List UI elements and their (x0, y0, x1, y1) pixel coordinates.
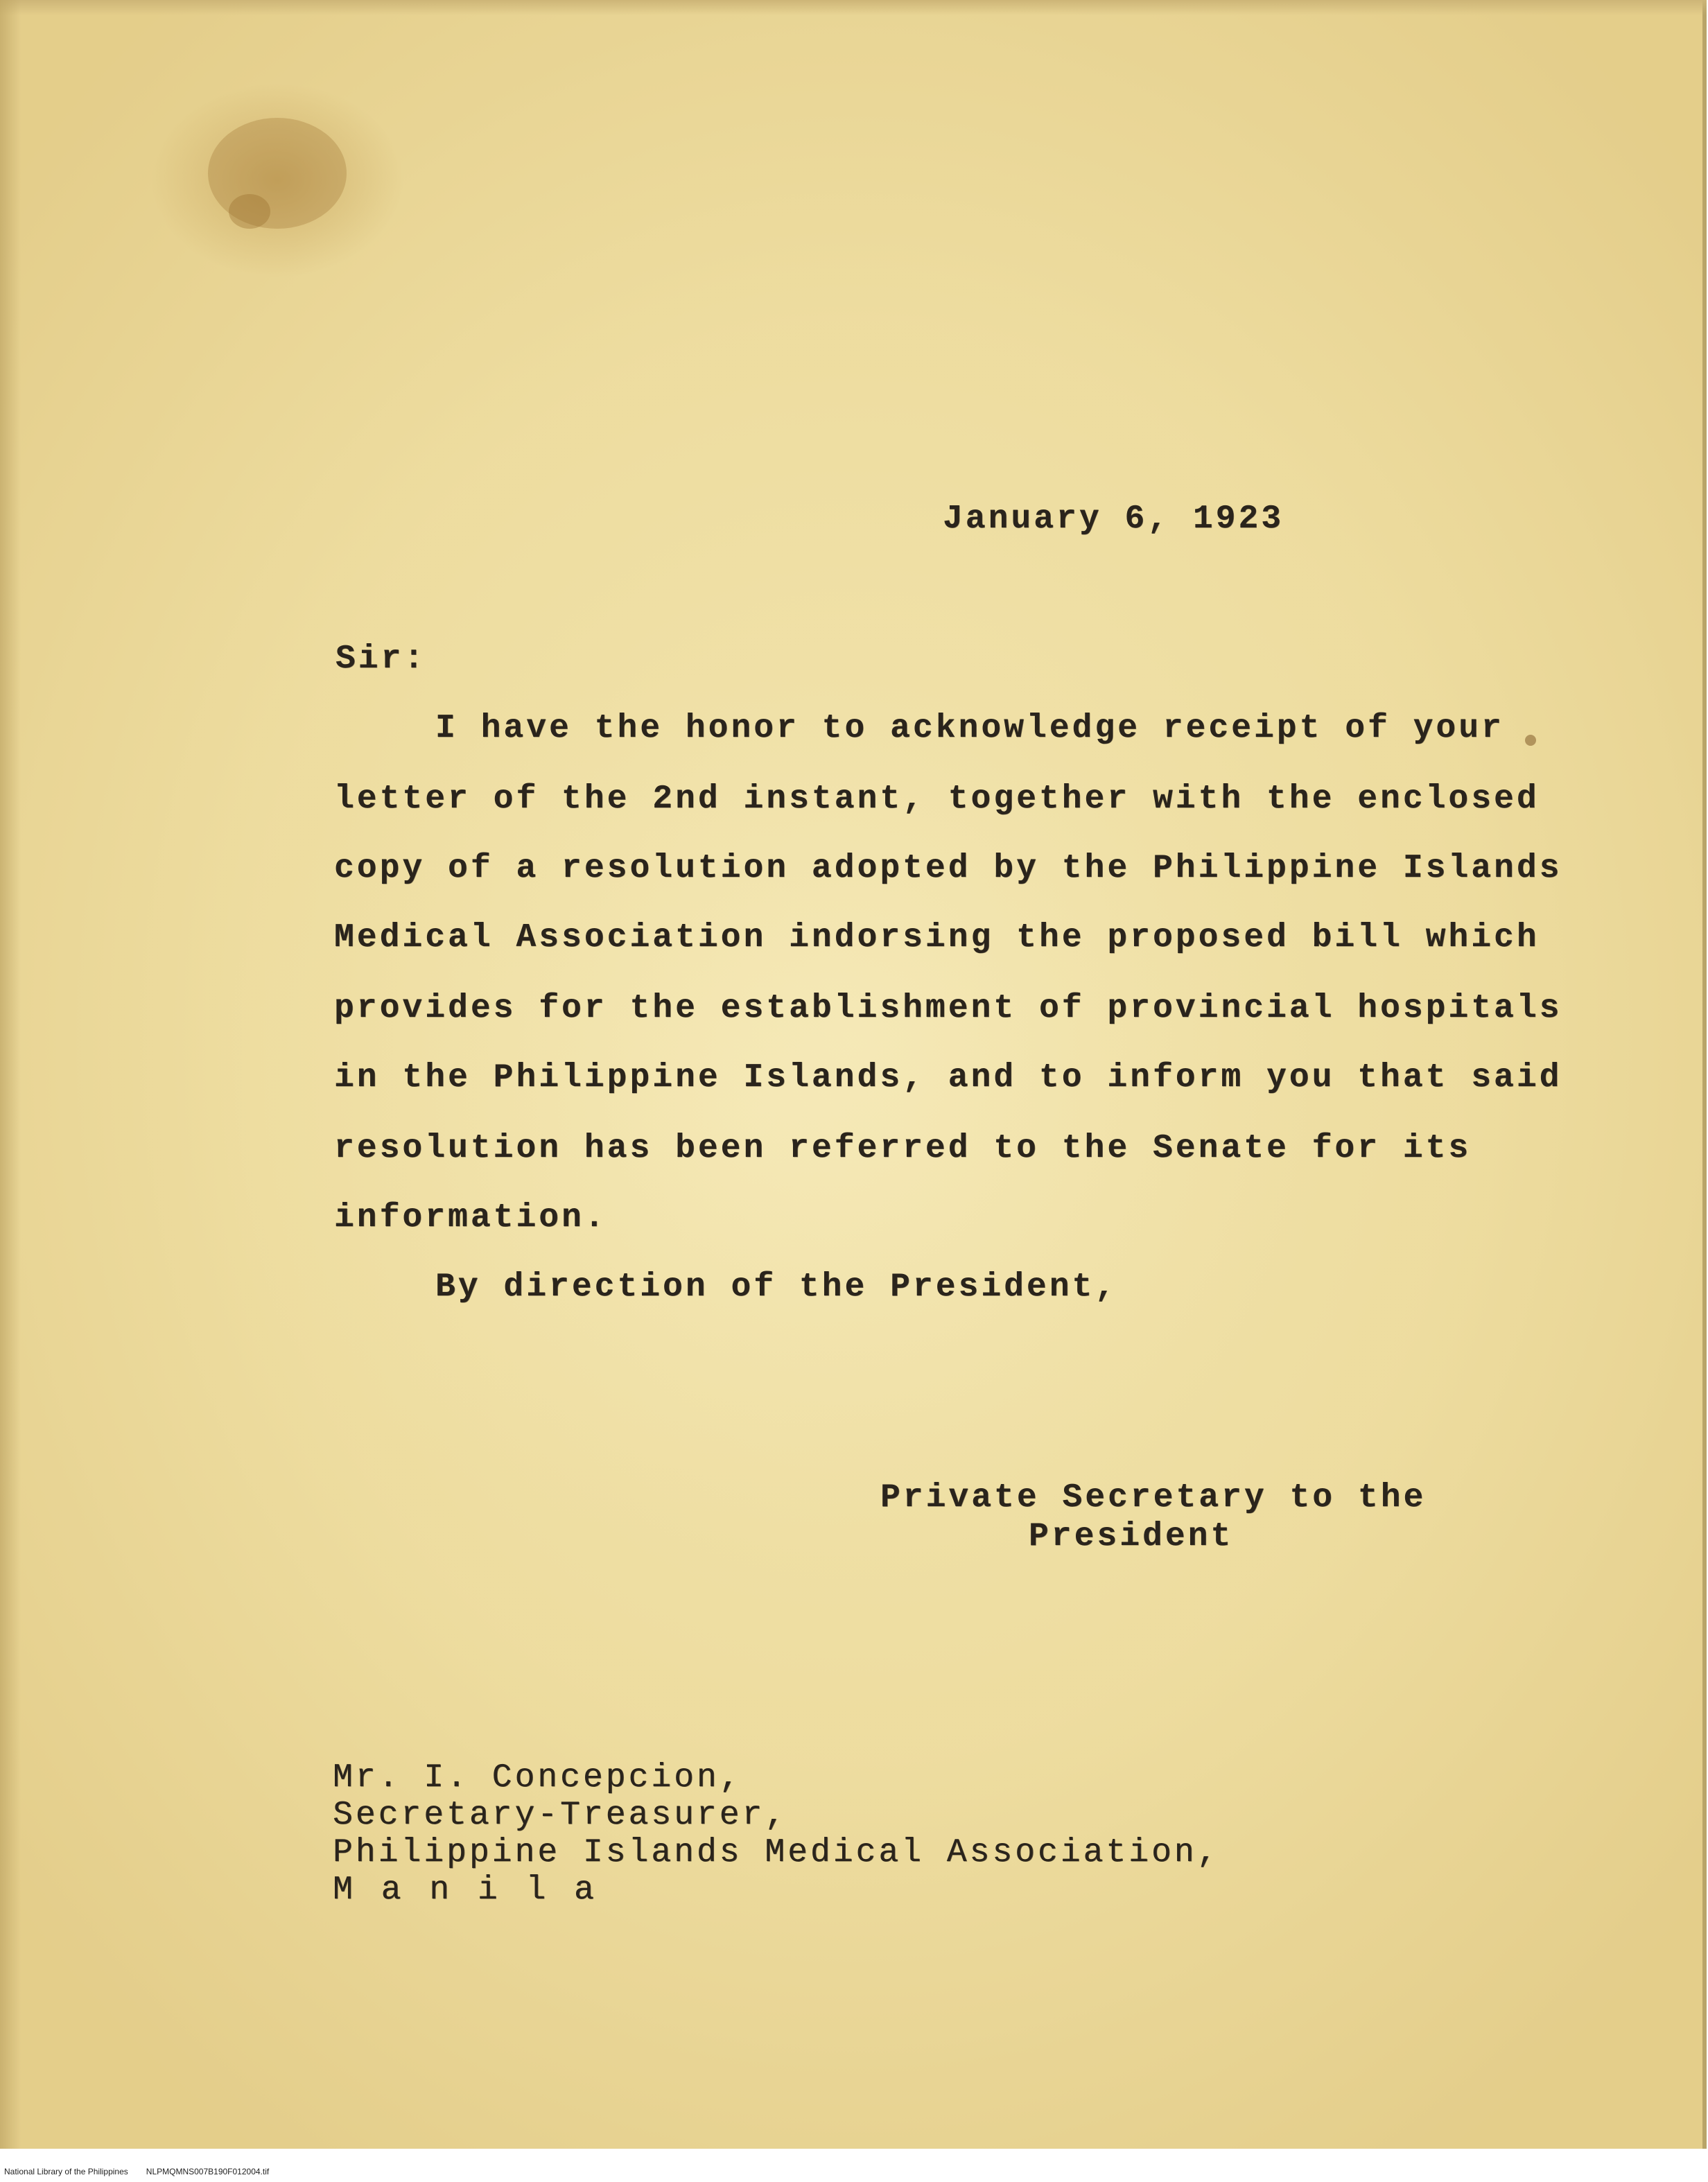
scan-footer (0, 2149, 1708, 2182)
letter-date: January 6, 1923 (943, 500, 1284, 538)
addressee-line: Secretary-Treasurer, (333, 1797, 788, 1834)
footer-institution: National Library of the Philippines (4, 2167, 128, 2176)
addressee-line: Mr. I. Concepcion, (333, 1759, 742, 1797)
body-line: copy of a resolution adopted by the Philippine Islands (334, 850, 1562, 887)
paper-stain (1525, 735, 1536, 746)
letter-salutation: Sir: (336, 640, 427, 678)
addressee-line: Philippine Islands Medical Association, (333, 1834, 1220, 1871)
body-line: provides for the establishment of provincial hospitals (334, 990, 1562, 1027)
body-line: resolution has been referred to the Senate for its (334, 1130, 1472, 1167)
paper-edge-top (0, 0, 1707, 15)
body-line: letter of the 2nd instant, together with the enclosed (334, 780, 1540, 818)
scan-footer-text (4, 2167, 269, 2176)
addressee-line: M a n i l a (333, 1871, 598, 1909)
letter-closing: By direction of the President, (435, 1268, 1118, 1306)
paper-stain (229, 194, 270, 229)
body-line: I have the honor to acknowledge receipt of your (435, 710, 1504, 747)
footer-file-id: NLPMQMNS007B190F012004.tif (146, 2167, 270, 2176)
paper-edge-left (0, 0, 21, 2149)
body-line: Medical Association indorsing the proposed bill which (334, 919, 1540, 957)
body-line: in the Philippine Islands, and to inform you that said (334, 1059, 1562, 1097)
signature-title: President (1029, 1518, 1234, 1555)
signature-title: Private Secretary to the (880, 1479, 1427, 1517)
body-line: information. (334, 1199, 607, 1237)
